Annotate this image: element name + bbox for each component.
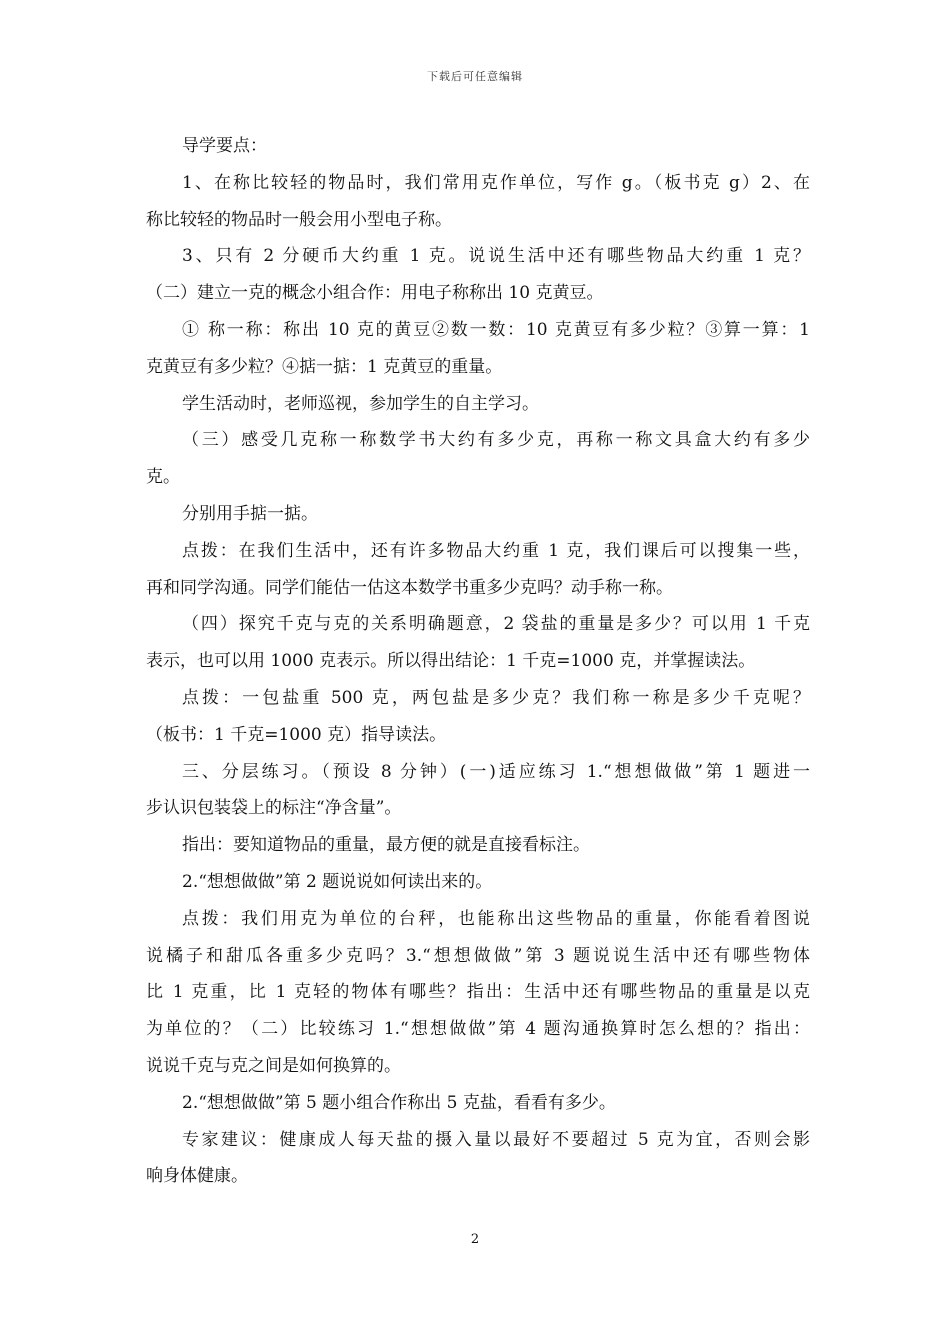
paragraph-line: 说橘子和甜瓜各重多少克吗？3.“想想做做”第 3 题说说生活中还有哪些物体	[146, 945, 810, 966]
paragraph-line: 1、在称比较轻的物品时，我们常用克作单位，写作 g。（板书克 g）2、在	[182, 172, 810, 193]
paragraph-line: （四）探究千克与克的关系明确题意，2 袋盐的重量是多少？可以用 1 千克	[182, 614, 810, 635]
paragraph-line: 学生活动时，老师巡视，参加学生的自主学习。	[182, 393, 539, 414]
paragraph-line: 点拨：在我们生活中，还有许多物品大约重 1 克，我们课后可以搜集一些，	[182, 540, 810, 561]
paragraph-line: （二）建立一克的概念小组合作：用电子称称出 10 克黄豆。	[146, 283, 604, 304]
paragraph-line: 导学要点：	[182, 136, 267, 156]
paragraph-line: 指出：要知道物品的重量，最方便的就是直接看标注。	[182, 835, 590, 856]
paragraph-line: 称比较轻的物品时一般会用小型电子称。	[146, 209, 452, 230]
page-number: 2	[470, 1232, 480, 1247]
paragraph-line: 比 1 克重，比 1 克轻的物体有哪些？指出：生活中还有哪些物品的重量是以克	[146, 982, 810, 1003]
page-header: 下载后可任意编辑	[427, 70, 523, 83]
paragraph-line: 克黄豆有多少粒？④掂一掂：1 克黄豆的重量。	[146, 356, 503, 377]
paragraph-line: （三）感受几克称一称数学书大约有多少克，再称一称文具盒大约有多少	[182, 430, 810, 451]
paragraph-line: 克。	[146, 467, 180, 488]
paragraph-line: 表示，也可以用 1000 克表示。所以得出结论：1 千克=1000 克，并掌握读法。	[146, 651, 756, 672]
paragraph-line: 2.“想想做做”第 2 题说说如何读出来的。	[182, 871, 493, 892]
document-body	[146, 128, 810, 1195]
paragraph-line: 响身体健康。	[146, 1166, 248, 1187]
paragraph-line: 专家建议：健康成人每天盐的摄入量以最好不要超过 5 克为宜，否则会影	[182, 1129, 810, 1150]
paragraph-line: 三、分层练习。（预设 8 分钟）(一)适应练习 1.“想想做做”第 1 题进一	[182, 761, 810, 782]
paragraph-line: 3、只有 2 分硬币大约重 1 克。说说生活中还有哪些物品大约重 1 克？	[182, 246, 810, 267]
paragraph-line: 点拨：我们用克为单位的台秤，也能称出这些物品的重量，你能看着图说	[182, 908, 810, 929]
paragraph-line: 点拨：一包盐重 500 克，两包盐是多少克？我们称一称是多少千克呢？	[182, 687, 810, 708]
paragraph-line: 2.“想想做做”第 5 题小组合作称出 5 克盐，看看有多少。	[182, 1092, 616, 1113]
paragraph-line: ① 称一称：称出 10 克的黄豆②数一数：10 克黄豆有多少粒？③算一算：1	[182, 319, 810, 340]
paragraph-line: 分别用手掂一掂。	[182, 503, 318, 524]
paragraph-line: 再和同学沟通。同学们能估一估这本数学书重多少克吗？动手称一称。	[146, 577, 673, 598]
paragraph-line: 为单位的？（二）比较练习 1.“想想做做”第 4 题沟通换算时怎么想的？指出：	[146, 1019, 810, 1040]
paragraph-line: 说说千克与克之间是如何换算的。	[146, 1055, 401, 1076]
paragraph-line: （板书：1 千克=1000 克）指导读法。	[146, 724, 447, 745]
paragraph-line: 步认识包装袋上的标注“净含量”。	[146, 798, 402, 819]
